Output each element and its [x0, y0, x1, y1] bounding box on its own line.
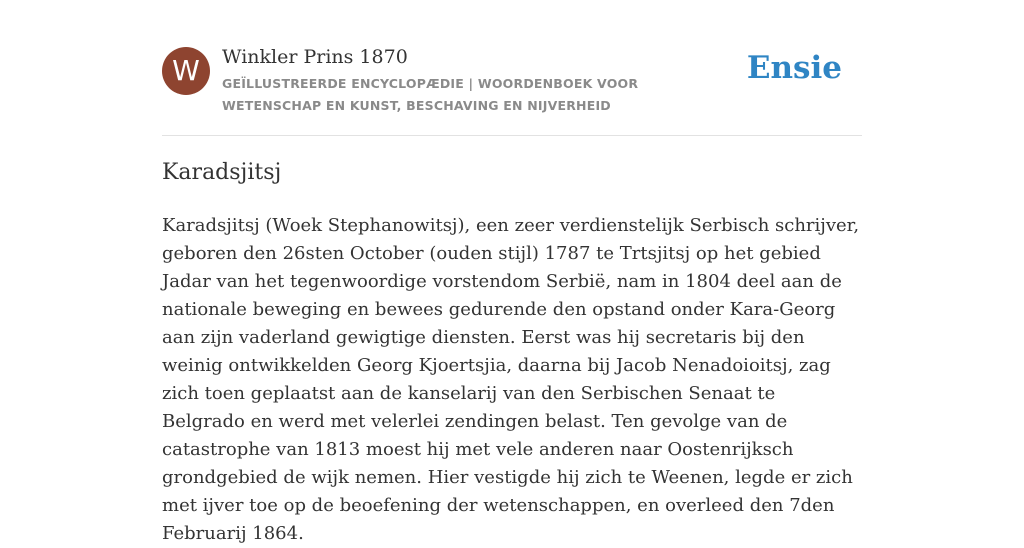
- source-subtitle: GEÏLLUSTREERDE ENCYCLOPÆDIE | WOORDENBOEK VOOR WETENSCHAP EN KUNST, BESCHAVING EN NIJVERHEID: [222, 76, 639, 113]
- source-header: [162, 46, 862, 116]
- entry-body: Karadsjitsj (Woek Stephanowitsj), een zeer verdienstelijk Serbisch schrijver, geboren den 26sten October (ouden stijl) 1787 te Trtsjitsj op het gebied Jadar van het tegenwoordige vorstendom Serbië, nam in 1804 deel aan de nationale beweging en bewees gedurende den opstand onder Kara-Georg aan zijn vaderland gewigtige diensten. Eerst was hij secretaris bij den weinig ontwikkelden Georg Kjoertsjia, daarna bij Jacob Nenadoioitsj, zag zich toen geplaatst aan de kanselarij van den Serbischen Senaat te Belgrado en werd met velerlei zendingen belast. Ten gevolge van de catastrophe van 1813 moest hij met vele anderen naar Oostenrijksch grondgebied de wijk nemen. Hier vestigde hij zich te Weenen, legde er zich met ijver toe op de beoefening der wetenschappen, en overleed den 7den Februarij 1864.: [162, 215, 860, 544]
- ensie-logo[interactable]: Ensie: [746, 50, 842, 86]
- source-avatar[interactable]: W: [162, 47, 210, 95]
- source-title[interactable]: Winkler Prins 1870: [222, 46, 408, 68]
- header-divider: [162, 135, 862, 136]
- entry-title: Karadsjitsj: [162, 160, 282, 185]
